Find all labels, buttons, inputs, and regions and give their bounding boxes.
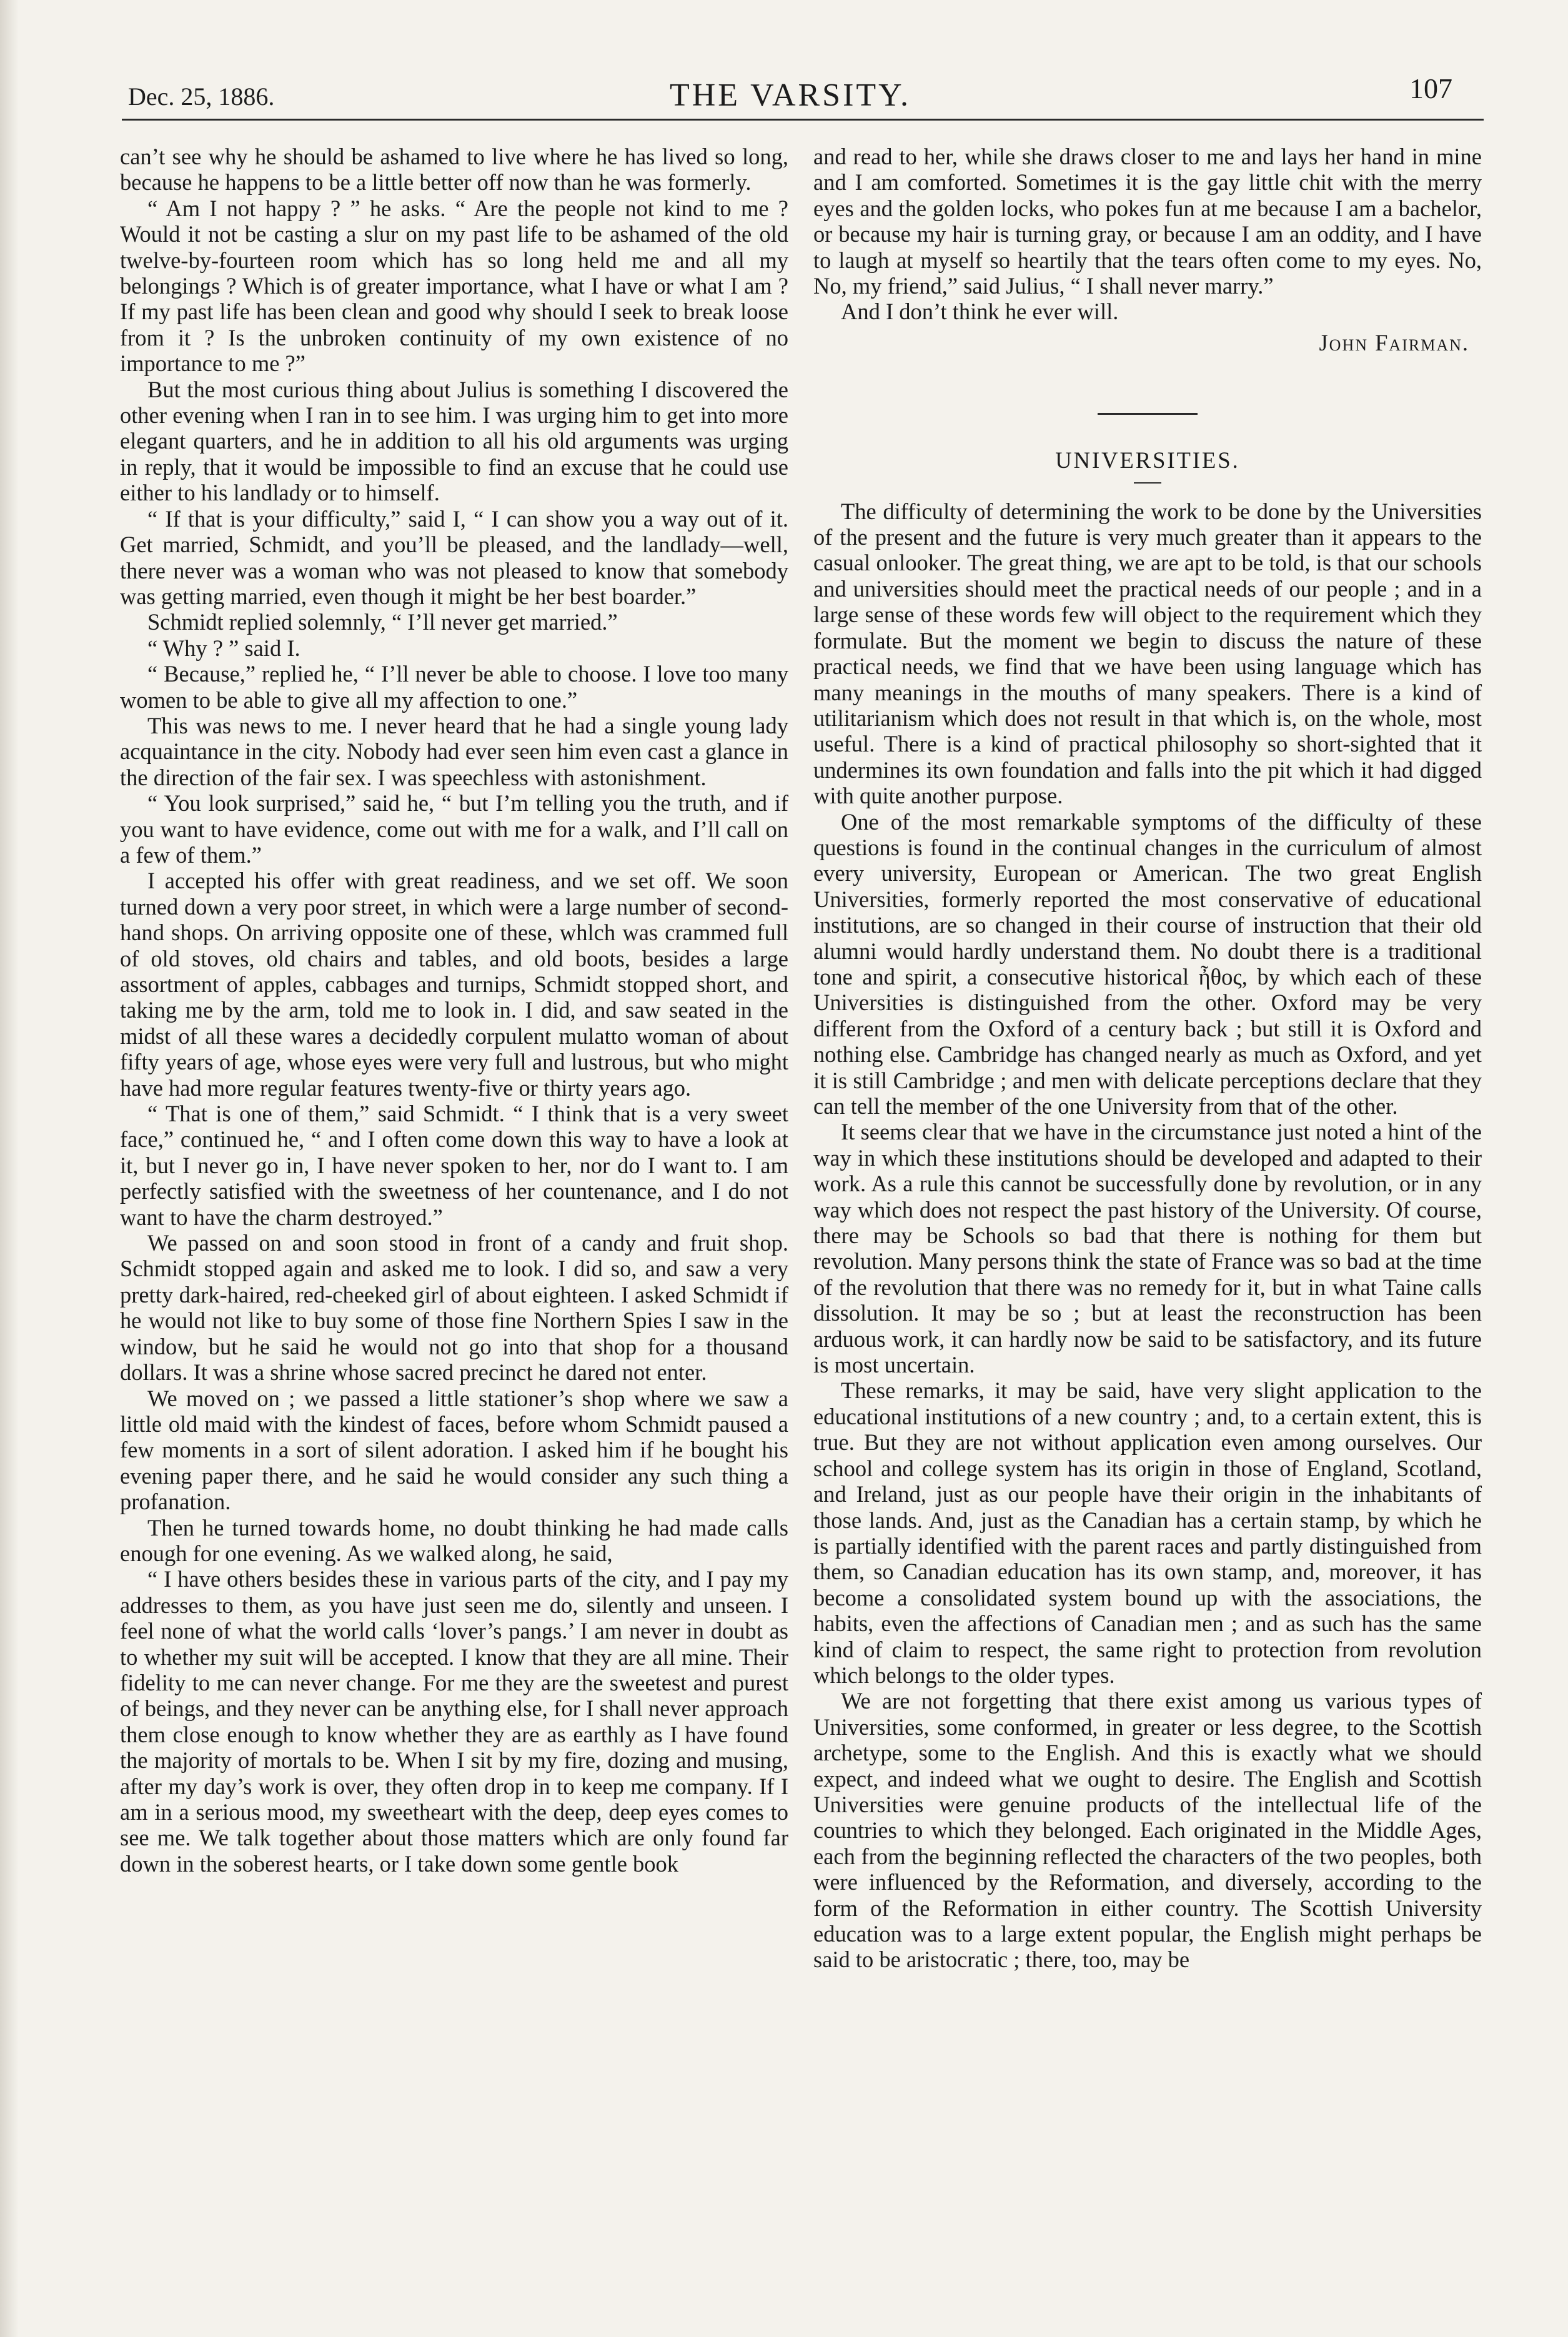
masthead-title: THE VARSITY. [669, 77, 911, 113]
paragraph: “ Am I not happy ? ” he asks. “ Are the people not kind to me ? Would it not be casting a slur on my past life to be ashamed of the old twelve-by-fourteen room which has so long held me and all my belongings ? Which is of greater importance, what I have or what I am ? If my past life has been clean and good why should I seek to break loose from it ? Is the unbroken continuity of my own existence of no importance to me ?” [120, 195, 788, 377]
section-divider [1098, 413, 1198, 415]
page-margin-shadow [0, 0, 19, 2337]
title-dash [1134, 482, 1161, 484]
paragraph: “ You look surprised,” said he, “ but I’m telling you the truth, and if you want to have evidence, come out with me for a walk, and I’ll call on a few of them.” [120, 790, 788, 868]
paragraph: “ Because,” replied he, “ I’ll never be able to choose. I love too many women to be able to give all my affection to one.” [120, 661, 788, 713]
paragraph: can’t see why he should be ashamed to live where he has lived so long, because he happens to be a little better off now than he was formerly. [120, 144, 788, 196]
paragraph: And I don’t think he ever will. [841, 299, 1119, 325]
paragraph: These remarks, it may be said, have very slight application to the educational institutions of a new country ; and, to a certain extent, this is true. But they are not without application even among ourselves. Our school and college system has its origin in those of England, Scotland, and Ireland, just as our people have their origin in the inhabitants of those lands. And, just as the Canadian has a certain stamp, by which he is partially identified with the parent races and partly distinguished from them, so Canadian education has its own stamp, and, moreover, it has become a consolidated system bound up with the associations, the habits, even the affections of Canadian men ; and as such has the same kind of claim to respect, the same right to protection from revolution which belongs to the older types. [813, 1377, 1482, 1688]
paragraph: “ Why ? ” said I. [147, 635, 300, 661]
paragraph: Schmidt replied solemnly, “ I’ll never get married.” [147, 609, 618, 635]
paragraph: The difficulty of determining the work to be done by the Universities of the present and the future is very much greater than it appears to the casual onlooker. The great thing, we are apt to be told, is that our schools and universities should meet the practical needs of our people ; and in a large sense of these words few will object to the requirement which they formulate. But the moment we begin to discuss the nature of these practical needs, we find that we have been using language which has many meanings in the mouths of many speakers. There is a kind of utilitarianism which does not result in that which is, on the whole, most useful. There is a kind of practical philosophy so short-sighted that it undermines its own foundation and falls into the pit which it had digged with quite another purpose. [813, 498, 1482, 809]
paragraph: We moved on ; we passed a little stationer’s shop where we saw a little old maid with the kindest of faces, before whom Schmidt paused a few moments in a sort of silent adoration. I asked him if he bought his evening paper there, and he said he would consider any such thing a profanation. [120, 1385, 788, 1515]
paragraph: Then he turned towards home, no doubt thinking he had made calls enough for one evening. As we walked along, he said, [120, 1514, 788, 1566]
paragraph: We passed on and soon stood in front of a candy and fruit shop. Schmidt stopped again and asked me to look. I did so, and saw a very pretty dark-haired, red-cheeked girl of about eighteen. I asked Schmidt if he would not like to buy some of those fine Northern Spies I saw in the window, but he said he would not go into that shop for a thousand dollars. It was a shrine whose sacred precinct he dared not enter. [120, 1230, 788, 1386]
header-date: Dec. 25, 1886. [128, 82, 275, 111]
paragraph: But the most curious thing about Julius is something I discovered the other evening when I ran in to see him. I was urging him to get into more elegant quarters, and he in addition to all his old arguments was urging in reply, that it would be impossible to find an excuse that he could use either to his landlady or to himself. [120, 376, 788, 506]
paragraph: One of the most remarkable symptoms of the difficulty of these questions is found in the continual changes in the curriculum of almost every university, European or American. The two great English Universities, formerly reported the most conservative of educational institutions, are so changed in their course of instruction that their old alumni would hardly understand them. No doubt there is a traditional tone and spirit, a consecutive historical ἦθος, by which each of these Universities is distinguished from the other. Oxford may be very different from the Oxford of a century back ; but still it is Oxford and nothing else. Cambridge has changed nearly as much as Oxford, and yet it is still Cambridge ; and men with delicate perceptions declare that they can tell the member of the one University from that of the other. [813, 808, 1482, 1119]
paragraph: I accepted his offer with great readiness, and we set off. We soon turned down a very poor street, in which were a large number of second-hand shops. On arriving opposite one of these, whlch was crammed full of old stoves, old chairs and tables, and old boots, besides a large assortment of apples, cabbages and turnips, Schmidt stopped short, and taking me by the arm, told me to look in. I did, and saw seated in the midst of all these wares a decidedly corpulent mulatto woman of about fifty years of age, whose eyes were very full and lustrous, but who might have had more regular features twenty-five or thirty years ago. [120, 868, 788, 1101]
header-rule [122, 119, 1484, 121]
paragraph: and read to her, while she draws closer to me and lays her hand in mine and I am comforted. Sometimes it is the gay little chit with the merry eyes and the golden locks, who pokes fun at me because I am a bachelor, or because my hair is turning gray, or because I am an oddity, and I have to laugh at myself so heartily that the tears often come to my eyes. No, No, my friend,” said Julius, “ I shall never marry.” [813, 144, 1482, 299]
page-header [128, 72, 1452, 116]
author-signature: John Fairman. [1319, 329, 1469, 355]
page-number: 107 [1409, 72, 1452, 104]
paragraph: “ I have others besides these in various parts of the city, and I pay my addresses to them, as you have just seen me do, silently and unseen. I feel none of what the world calls ‘lover’s pangs.’ I am never in doubt as to whether my suit will be accepted. I know that they are all mine. Their fidelity to me can never change. For me they are the sweetest and purest of beings, and they never can be anything else, for I shall never approach them close enough to know whether they are as earthly as I have found the majority of mortals to be. When I sit by my fire, dozing and musing, after my day’s work is over, they often drop in to keep me company. If I am in a serious mood, my sweetheart with the deep, deep eyes comes to see me. We talk together about those matters which are only found far down in the soberest hearts, or I take down some gentle book [120, 1566, 788, 1877]
paragraph: It seems clear that we have in the circumstance just noted a hint of the way in which these institutions should be developed and adapted to their work. As a rule this cannot be successfully done by revolution, or in any way which does not respect the past history of the University. Of course, there may be Schools so bad that there is nothing for them but revolution. Many persons think the state of France was so bad at the time of the revolution that there was no remedy for it, but in what Taine calls dissolution. It may be so ; but at least the reconstruction has been arduous work, it can hardly now be said to be satisfactory, and its future is most uncertain. [813, 1119, 1482, 1378]
left-column [120, 144, 788, 2305]
section-title: UNIVERSITIES. [1055, 447, 1240, 474]
paragraph: “ That is one of them,” said Schmidt. “ I think that is a very sweet face,” continued he, “ and I often come down this way to have a look at it, but I never go in, I have never spoken to her, nor do I want to. I am perfectly satisfied with the sweetness of her countenance, and I do not want to have the charm destroyed.” [120, 1101, 788, 1230]
paragraph: We are not forgetting that there exist among us various types of Universities, some conformed, in greater or less degree, to the Scottish archetype, some to the English. And this is exactly what we should expect, and indeed what we ought to desire. The English and Scottish Universities were genuine products of the intellectual life of the countries to which they belonged. Each originated in the Middle Ages, each from the beginning reflected the characters of the two peoples, both were influenced by the Reformation, and diversely, according to the form of the Reformation in either country. The Scottish University education was to a large extent popular, the English might perhaps be said to be aristocratic ; there, too, may be [813, 1688, 1482, 1973]
paragraph: This was news to me. I never heard that he had a single young lady acquaintance in the city. Nobody had ever seen him even cast a glance in the direction of the fair sex. I was speechless with astonishment. [120, 712, 788, 790]
paragraph: “ If that is your difficulty,” said I, “ I can show you a way out of it. Get married, Schmidt, and you’ll be pleased, and the landlady—well, there never was a woman who was not pleased to know that somebody was getting married, even though it might be her best boarder.” [120, 505, 788, 609]
right-column [813, 144, 1482, 2305]
